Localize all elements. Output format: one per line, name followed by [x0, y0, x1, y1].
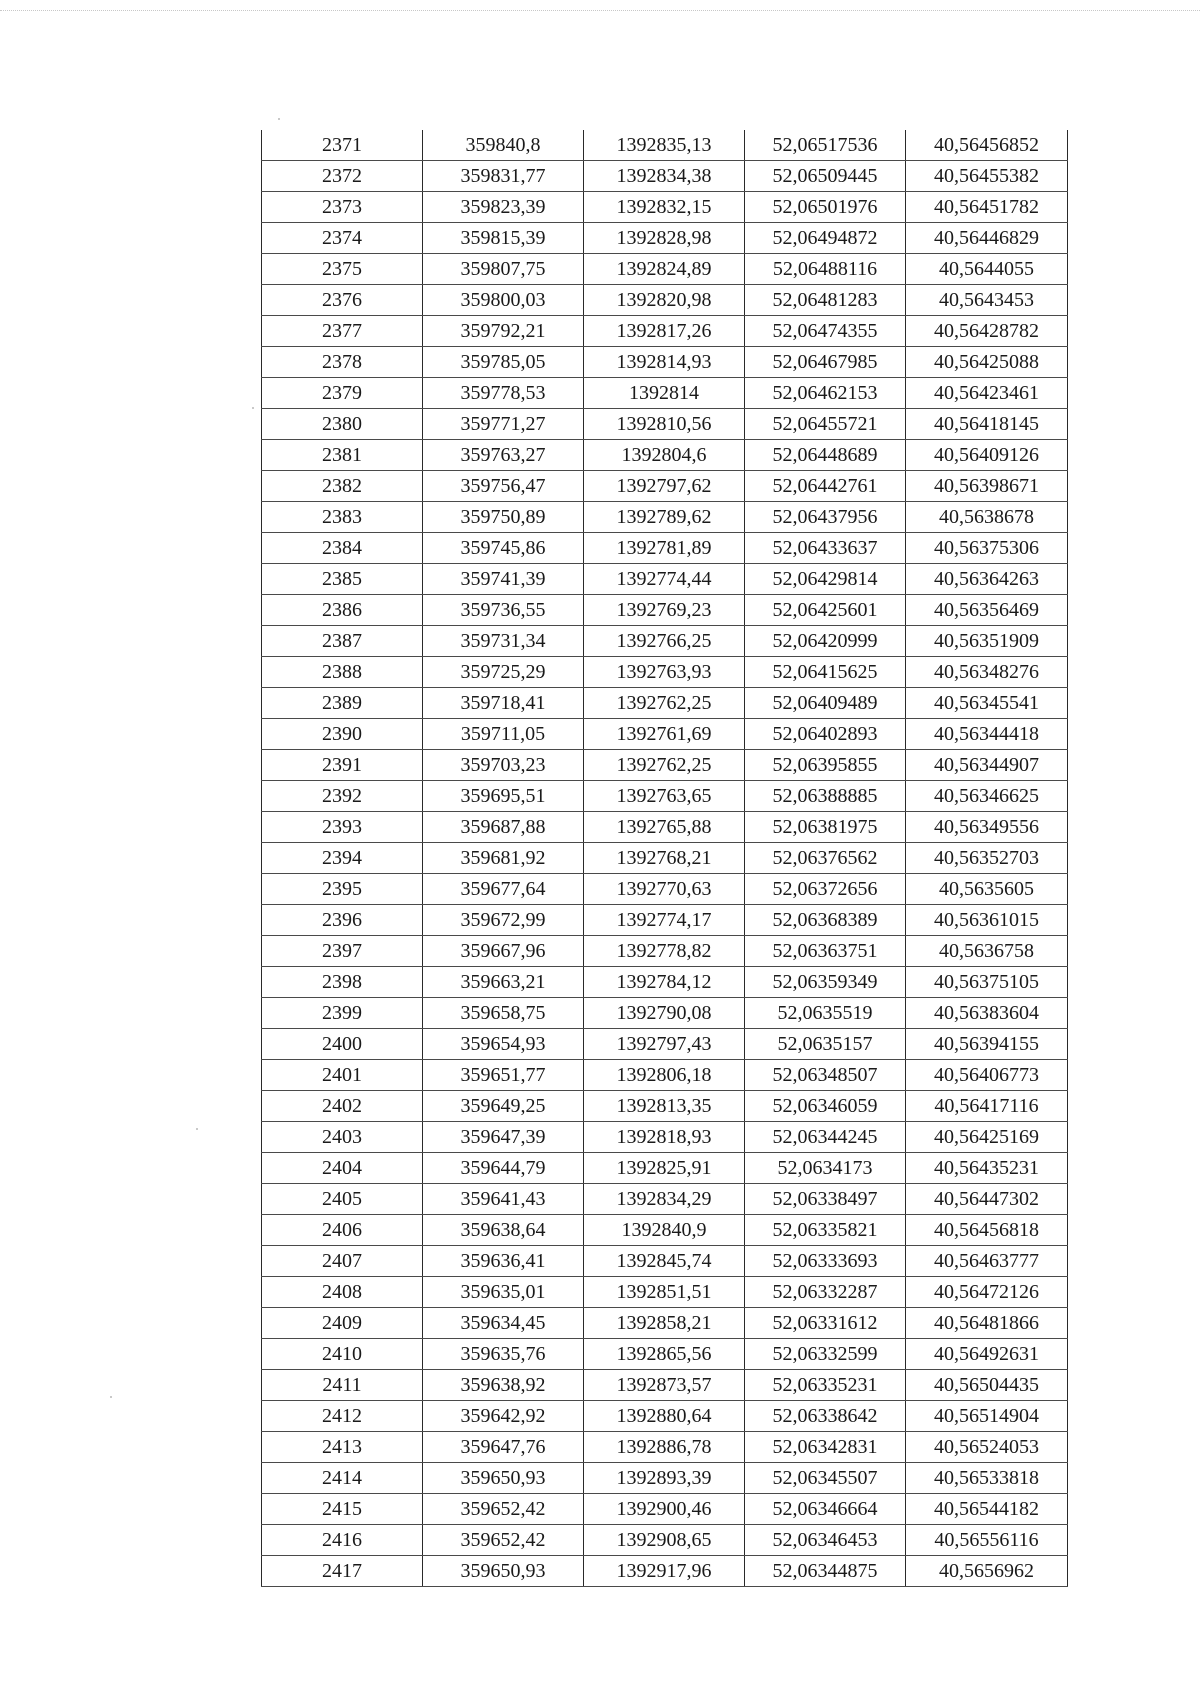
longitude-cell: 40,56455382 — [906, 161, 1068, 192]
y-coordinate-cell: 1392832,15 — [584, 192, 745, 223]
scan-speck — [110, 1396, 112, 1398]
longitude-cell: 40,56504435 — [906, 1370, 1068, 1401]
table-row — [262, 471, 1068, 502]
table-row — [262, 192, 1068, 223]
longitude-cell: 40,56472126 — [906, 1277, 1068, 1308]
y-coordinate-cell: 1392813,35 — [584, 1091, 745, 1122]
latitude-cell: 52,06425601 — [745, 595, 906, 626]
point-number-cell: 2399 — [262, 998, 423, 1029]
y-coordinate-cell: 1392784,12 — [584, 967, 745, 998]
scan-edge-line — [0, 10, 1200, 11]
latitude-cell: 52,06462153 — [745, 378, 906, 409]
point-number-cell: 2404 — [262, 1153, 423, 1184]
coordinates-table-body — [262, 130, 1068, 1587]
y-coordinate-cell: 1392774,44 — [584, 564, 745, 595]
point-number-cell: 2389 — [262, 688, 423, 719]
table-row — [262, 1091, 1068, 1122]
latitude-cell: 52,06420999 — [745, 626, 906, 657]
point-number-cell: 2373 — [262, 192, 423, 223]
latitude-cell: 52,06437956 — [745, 502, 906, 533]
y-coordinate-cell: 1392893,39 — [584, 1463, 745, 1494]
longitude-cell: 40,56435231 — [906, 1153, 1068, 1184]
x-coordinate-cell: 359650,93 — [423, 1556, 584, 1587]
longitude-cell: 40,56423461 — [906, 378, 1068, 409]
x-coordinate-cell: 359750,89 — [423, 502, 584, 533]
y-coordinate-cell: 1392774,17 — [584, 905, 745, 936]
point-number-cell: 2405 — [262, 1184, 423, 1215]
x-coordinate-cell: 359652,42 — [423, 1525, 584, 1556]
table-row — [262, 130, 1068, 161]
x-coordinate-cell: 359651,77 — [423, 1060, 584, 1091]
latitude-cell: 52,06345507 — [745, 1463, 906, 1494]
point-number-cell: 2385 — [262, 564, 423, 595]
x-coordinate-cell: 359725,29 — [423, 657, 584, 688]
longitude-cell: 40,56492631 — [906, 1339, 1068, 1370]
table-row — [262, 719, 1068, 750]
scan-speck — [196, 1128, 198, 1130]
y-coordinate-cell: 1392817,26 — [584, 316, 745, 347]
x-coordinate-cell: 359703,23 — [423, 750, 584, 781]
point-number-cell: 2411 — [262, 1370, 423, 1401]
x-coordinate-cell: 359718,41 — [423, 688, 584, 719]
latitude-cell: 52,06363751 — [745, 936, 906, 967]
table-row — [262, 1215, 1068, 1246]
table-row — [262, 905, 1068, 936]
point-number-cell: 2409 — [262, 1308, 423, 1339]
table-row — [262, 1277, 1068, 1308]
y-coordinate-cell: 1392806,18 — [584, 1060, 745, 1091]
longitude-cell: 40,56425169 — [906, 1122, 1068, 1153]
point-number-cell: 2382 — [262, 471, 423, 502]
longitude-cell: 40,56398671 — [906, 471, 1068, 502]
x-coordinate-cell: 359792,21 — [423, 316, 584, 347]
table-row — [262, 254, 1068, 285]
table-row — [262, 998, 1068, 1029]
latitude-cell: 52,06346664 — [745, 1494, 906, 1525]
longitude-cell: 40,56514904 — [906, 1401, 1068, 1432]
x-coordinate-cell: 359695,51 — [423, 781, 584, 812]
y-coordinate-cell: 1392900,46 — [584, 1494, 745, 1525]
point-number-cell: 2376 — [262, 285, 423, 316]
point-number-cell: 2414 — [262, 1463, 423, 1494]
latitude-cell: 52,06332599 — [745, 1339, 906, 1370]
point-number-cell: 2394 — [262, 843, 423, 874]
latitude-cell: 52,0635157 — [745, 1029, 906, 1060]
longitude-cell: 40,56451782 — [906, 192, 1068, 223]
point-number-cell: 2413 — [262, 1432, 423, 1463]
table-row — [262, 161, 1068, 192]
table-row — [262, 285, 1068, 316]
x-coordinate-cell: 359815,39 — [423, 223, 584, 254]
table-row — [262, 1029, 1068, 1060]
x-coordinate-cell: 359677,64 — [423, 874, 584, 905]
y-coordinate-cell: 1392873,57 — [584, 1370, 745, 1401]
y-coordinate-cell: 1392835,13 — [584, 130, 745, 161]
table-row — [262, 1246, 1068, 1277]
x-coordinate-cell: 359736,55 — [423, 595, 584, 626]
y-coordinate-cell: 1392781,89 — [584, 533, 745, 564]
latitude-cell: 52,06415625 — [745, 657, 906, 688]
x-coordinate-cell: 359642,92 — [423, 1401, 584, 1432]
y-coordinate-cell: 1392797,62 — [584, 471, 745, 502]
longitude-cell: 40,56352703 — [906, 843, 1068, 874]
point-number-cell: 2379 — [262, 378, 423, 409]
x-coordinate-cell: 359644,79 — [423, 1153, 584, 1184]
x-coordinate-cell: 359741,39 — [423, 564, 584, 595]
longitude-cell: 40,56425088 — [906, 347, 1068, 378]
longitude-cell: 40,56428782 — [906, 316, 1068, 347]
table-row — [262, 1122, 1068, 1153]
y-coordinate-cell: 1392814,93 — [584, 347, 745, 378]
longitude-cell: 40,5644055 — [906, 254, 1068, 285]
point-number-cell: 2403 — [262, 1122, 423, 1153]
point-number-cell: 2398 — [262, 967, 423, 998]
latitude-cell: 52,06429814 — [745, 564, 906, 595]
table-row — [262, 750, 1068, 781]
table-row — [262, 1432, 1068, 1463]
y-coordinate-cell: 1392770,63 — [584, 874, 745, 905]
y-coordinate-cell: 1392865,56 — [584, 1339, 745, 1370]
y-coordinate-cell: 1392845,74 — [584, 1246, 745, 1277]
longitude-cell: 40,56394155 — [906, 1029, 1068, 1060]
table-row — [262, 533, 1068, 564]
x-coordinate-cell: 359681,92 — [423, 843, 584, 874]
latitude-cell: 52,06481283 — [745, 285, 906, 316]
longitude-cell: 40,56456852 — [906, 130, 1068, 161]
longitude-cell: 40,56418145 — [906, 409, 1068, 440]
latitude-cell: 52,06442761 — [745, 471, 906, 502]
longitude-cell: 40,56406773 — [906, 1060, 1068, 1091]
latitude-cell: 52,06359349 — [745, 967, 906, 998]
y-coordinate-cell: 1392851,51 — [584, 1277, 745, 1308]
x-coordinate-cell: 359711,05 — [423, 719, 584, 750]
point-number-cell: 2412 — [262, 1401, 423, 1432]
point-number-cell: 2407 — [262, 1246, 423, 1277]
longitude-cell: 40,56344907 — [906, 750, 1068, 781]
y-coordinate-cell: 1392790,08 — [584, 998, 745, 1029]
y-coordinate-cell: 1392814 — [584, 378, 745, 409]
latitude-cell: 52,06331612 — [745, 1308, 906, 1339]
point-number-cell: 2380 — [262, 409, 423, 440]
point-number-cell: 2408 — [262, 1277, 423, 1308]
latitude-cell: 52,06448689 — [745, 440, 906, 471]
longitude-cell: 40,56346625 — [906, 781, 1068, 812]
latitude-cell: 52,06332287 — [745, 1277, 906, 1308]
latitude-cell: 52,06474355 — [745, 316, 906, 347]
longitude-cell: 40,56463777 — [906, 1246, 1068, 1277]
point-number-cell: 2401 — [262, 1060, 423, 1091]
table-row — [262, 378, 1068, 409]
y-coordinate-cell: 1392768,21 — [584, 843, 745, 874]
latitude-cell: 52,06338642 — [745, 1401, 906, 1432]
y-coordinate-cell: 1392917,96 — [584, 1556, 745, 1587]
point-number-cell: 2392 — [262, 781, 423, 812]
latitude-cell: 52,06335821 — [745, 1215, 906, 1246]
table-row — [262, 1184, 1068, 1215]
longitude-cell: 40,56446829 — [906, 223, 1068, 254]
y-coordinate-cell: 1392810,56 — [584, 409, 745, 440]
table-row — [262, 1463, 1068, 1494]
y-coordinate-cell: 1392820,98 — [584, 285, 745, 316]
x-coordinate-cell: 359667,96 — [423, 936, 584, 967]
table-row — [262, 688, 1068, 719]
point-number-cell: 2393 — [262, 812, 423, 843]
table-row — [262, 595, 1068, 626]
y-coordinate-cell: 1392858,21 — [584, 1308, 745, 1339]
x-coordinate-cell: 359831,77 — [423, 161, 584, 192]
x-coordinate-cell: 359650,93 — [423, 1463, 584, 1494]
x-coordinate-cell: 359731,34 — [423, 626, 584, 657]
latitude-cell: 52,06433637 — [745, 533, 906, 564]
x-coordinate-cell: 359649,25 — [423, 1091, 584, 1122]
y-coordinate-cell: 1392825,91 — [584, 1153, 745, 1184]
x-coordinate-cell: 359687,88 — [423, 812, 584, 843]
point-number-cell: 2410 — [262, 1339, 423, 1370]
point-number-cell: 2416 — [262, 1525, 423, 1556]
longitude-cell: 40,56375306 — [906, 533, 1068, 564]
longitude-cell: 40,5656962 — [906, 1556, 1068, 1587]
y-coordinate-cell: 1392769,23 — [584, 595, 745, 626]
longitude-cell: 40,56409126 — [906, 440, 1068, 471]
latitude-cell: 52,06344875 — [745, 1556, 906, 1587]
table-row — [262, 1494, 1068, 1525]
y-coordinate-cell: 1392778,82 — [584, 936, 745, 967]
x-coordinate-cell: 359647,76 — [423, 1432, 584, 1463]
table-row — [262, 564, 1068, 595]
y-coordinate-cell: 1392763,93 — [584, 657, 745, 688]
table-row — [262, 347, 1068, 378]
x-coordinate-cell: 359641,43 — [423, 1184, 584, 1215]
scan-speck — [252, 407, 254, 409]
longitude-cell: 40,56349556 — [906, 812, 1068, 843]
longitude-cell: 40,56456818 — [906, 1215, 1068, 1246]
latitude-cell: 52,06467985 — [745, 347, 906, 378]
y-coordinate-cell: 1392824,89 — [584, 254, 745, 285]
x-coordinate-cell: 359840,8 — [423, 130, 584, 161]
table-row — [262, 1308, 1068, 1339]
table-row — [262, 1556, 1068, 1587]
latitude-cell: 52,06501976 — [745, 192, 906, 223]
x-coordinate-cell: 359654,93 — [423, 1029, 584, 1060]
latitude-cell: 52,06342831 — [745, 1432, 906, 1463]
point-number-cell: 2377 — [262, 316, 423, 347]
latitude-cell: 52,06346059 — [745, 1091, 906, 1122]
longitude-cell: 40,56356469 — [906, 595, 1068, 626]
y-coordinate-cell: 1392762,25 — [584, 750, 745, 781]
table-row — [262, 316, 1068, 347]
scan-speck — [278, 118, 280, 120]
x-coordinate-cell: 359807,75 — [423, 254, 584, 285]
latitude-cell: 52,06381975 — [745, 812, 906, 843]
longitude-cell: 40,56417116 — [906, 1091, 1068, 1122]
x-coordinate-cell: 359652,42 — [423, 1494, 584, 1525]
latitude-cell: 52,0635519 — [745, 998, 906, 1029]
point-number-cell: 2386 — [262, 595, 423, 626]
longitude-cell: 40,56481866 — [906, 1308, 1068, 1339]
table-row — [262, 1153, 1068, 1184]
table-row — [262, 936, 1068, 967]
y-coordinate-cell: 1392766,25 — [584, 626, 745, 657]
y-coordinate-cell: 1392763,65 — [584, 781, 745, 812]
latitude-cell: 52,0634173 — [745, 1153, 906, 1184]
table-row — [262, 1370, 1068, 1401]
table-row — [262, 1060, 1068, 1091]
latitude-cell: 52,06494872 — [745, 223, 906, 254]
y-coordinate-cell: 1392804,6 — [584, 440, 745, 471]
y-coordinate-cell: 1392834,29 — [584, 1184, 745, 1215]
longitude-cell: 40,56364263 — [906, 564, 1068, 595]
x-coordinate-cell: 359636,41 — [423, 1246, 584, 1277]
x-coordinate-cell: 359756,47 — [423, 471, 584, 502]
x-coordinate-cell: 359647,39 — [423, 1122, 584, 1153]
x-coordinate-cell: 359634,45 — [423, 1308, 584, 1339]
x-coordinate-cell: 359663,21 — [423, 967, 584, 998]
y-coordinate-cell: 1392908,65 — [584, 1525, 745, 1556]
point-number-cell: 2388 — [262, 657, 423, 688]
y-coordinate-cell: 1392789,62 — [584, 502, 745, 533]
point-number-cell: 2378 — [262, 347, 423, 378]
x-coordinate-cell: 359658,75 — [423, 998, 584, 1029]
table-row — [262, 1525, 1068, 1556]
latitude-cell: 52,06344245 — [745, 1122, 906, 1153]
point-number-cell: 2387 — [262, 626, 423, 657]
point-number-cell: 2402 — [262, 1091, 423, 1122]
longitude-cell: 40,5638678 — [906, 502, 1068, 533]
y-coordinate-cell: 1392761,69 — [584, 719, 745, 750]
latitude-cell: 52,06372656 — [745, 874, 906, 905]
latitude-cell: 52,06402893 — [745, 719, 906, 750]
y-coordinate-cell: 1392880,64 — [584, 1401, 745, 1432]
latitude-cell: 52,06368389 — [745, 905, 906, 936]
longitude-cell: 40,56351909 — [906, 626, 1068, 657]
x-coordinate-cell: 359635,01 — [423, 1277, 584, 1308]
table-row — [262, 440, 1068, 471]
x-coordinate-cell: 359771,27 — [423, 409, 584, 440]
table-row — [262, 812, 1068, 843]
table-row — [262, 874, 1068, 905]
latitude-cell: 52,06335231 — [745, 1370, 906, 1401]
table-row — [262, 657, 1068, 688]
y-coordinate-cell: 1392834,38 — [584, 161, 745, 192]
point-number-cell: 2375 — [262, 254, 423, 285]
table-row — [262, 409, 1068, 440]
x-coordinate-cell: 359763,27 — [423, 440, 584, 471]
x-coordinate-cell: 359638,64 — [423, 1215, 584, 1246]
point-number-cell: 2381 — [262, 440, 423, 471]
table-row — [262, 1339, 1068, 1370]
longitude-cell: 40,56556116 — [906, 1525, 1068, 1556]
x-coordinate-cell: 359635,76 — [423, 1339, 584, 1370]
y-coordinate-cell: 1392818,93 — [584, 1122, 745, 1153]
latitude-cell: 52,06348507 — [745, 1060, 906, 1091]
point-number-cell: 2372 — [262, 161, 423, 192]
latitude-cell: 52,06338497 — [745, 1184, 906, 1215]
x-coordinate-cell: 359800,03 — [423, 285, 584, 316]
longitude-cell: 40,56383604 — [906, 998, 1068, 1029]
latitude-cell: 52,06395855 — [745, 750, 906, 781]
point-number-cell: 2415 — [262, 1494, 423, 1525]
longitude-cell: 40,56344418 — [906, 719, 1068, 750]
point-number-cell: 2390 — [262, 719, 423, 750]
x-coordinate-cell: 359823,39 — [423, 192, 584, 223]
longitude-cell: 40,56533818 — [906, 1463, 1068, 1494]
point-number-cell: 2383 — [262, 502, 423, 533]
latitude-cell: 52,06455721 — [745, 409, 906, 440]
point-number-cell: 2391 — [262, 750, 423, 781]
point-number-cell: 2417 — [262, 1556, 423, 1587]
point-number-cell: 2397 — [262, 936, 423, 967]
point-number-cell: 2406 — [262, 1215, 423, 1246]
latitude-cell: 52,06488116 — [745, 254, 906, 285]
longitude-cell: 40,56375105 — [906, 967, 1068, 998]
latitude-cell: 52,06409489 — [745, 688, 906, 719]
table-row — [262, 967, 1068, 998]
point-number-cell: 2400 — [262, 1029, 423, 1060]
y-coordinate-cell: 1392840,9 — [584, 1215, 745, 1246]
longitude-cell: 40,56524053 — [906, 1432, 1068, 1463]
longitude-cell: 40,56447302 — [906, 1184, 1068, 1215]
x-coordinate-cell: 359672,99 — [423, 905, 584, 936]
coordinates-table — [261, 130, 1068, 1587]
x-coordinate-cell: 359638,92 — [423, 1370, 584, 1401]
table-row — [262, 502, 1068, 533]
latitude-cell: 52,06509445 — [745, 161, 906, 192]
point-number-cell: 2396 — [262, 905, 423, 936]
table-row — [262, 843, 1068, 874]
longitude-cell: 40,56544182 — [906, 1494, 1068, 1525]
y-coordinate-cell: 1392765,88 — [584, 812, 745, 843]
longitude-cell: 40,56348276 — [906, 657, 1068, 688]
latitude-cell: 52,06517536 — [745, 130, 906, 161]
latitude-cell: 52,06333693 — [745, 1246, 906, 1277]
y-coordinate-cell: 1392797,43 — [584, 1029, 745, 1060]
x-coordinate-cell: 359778,53 — [423, 378, 584, 409]
point-number-cell: 2371 — [262, 130, 423, 161]
table-row — [262, 223, 1068, 254]
longitude-cell: 40,56361015 — [906, 905, 1068, 936]
table-row — [262, 781, 1068, 812]
latitude-cell: 52,06376562 — [745, 843, 906, 874]
latitude-cell: 52,06388885 — [745, 781, 906, 812]
x-coordinate-cell: 359785,05 — [423, 347, 584, 378]
longitude-cell: 40,5635605 — [906, 874, 1068, 905]
latitude-cell: 52,06346453 — [745, 1525, 906, 1556]
x-coordinate-cell: 359745,86 — [423, 533, 584, 564]
point-number-cell: 2374 — [262, 223, 423, 254]
longitude-cell: 40,5643453 — [906, 285, 1068, 316]
table-row — [262, 1401, 1068, 1432]
point-number-cell: 2384 — [262, 533, 423, 564]
y-coordinate-cell: 1392886,78 — [584, 1432, 745, 1463]
longitude-cell: 40,56345541 — [906, 688, 1068, 719]
longitude-cell: 40,5636758 — [906, 936, 1068, 967]
y-coordinate-cell: 1392828,98 — [584, 223, 745, 254]
y-coordinate-cell: 1392762,25 — [584, 688, 745, 719]
table-row — [262, 626, 1068, 657]
point-number-cell: 2395 — [262, 874, 423, 905]
